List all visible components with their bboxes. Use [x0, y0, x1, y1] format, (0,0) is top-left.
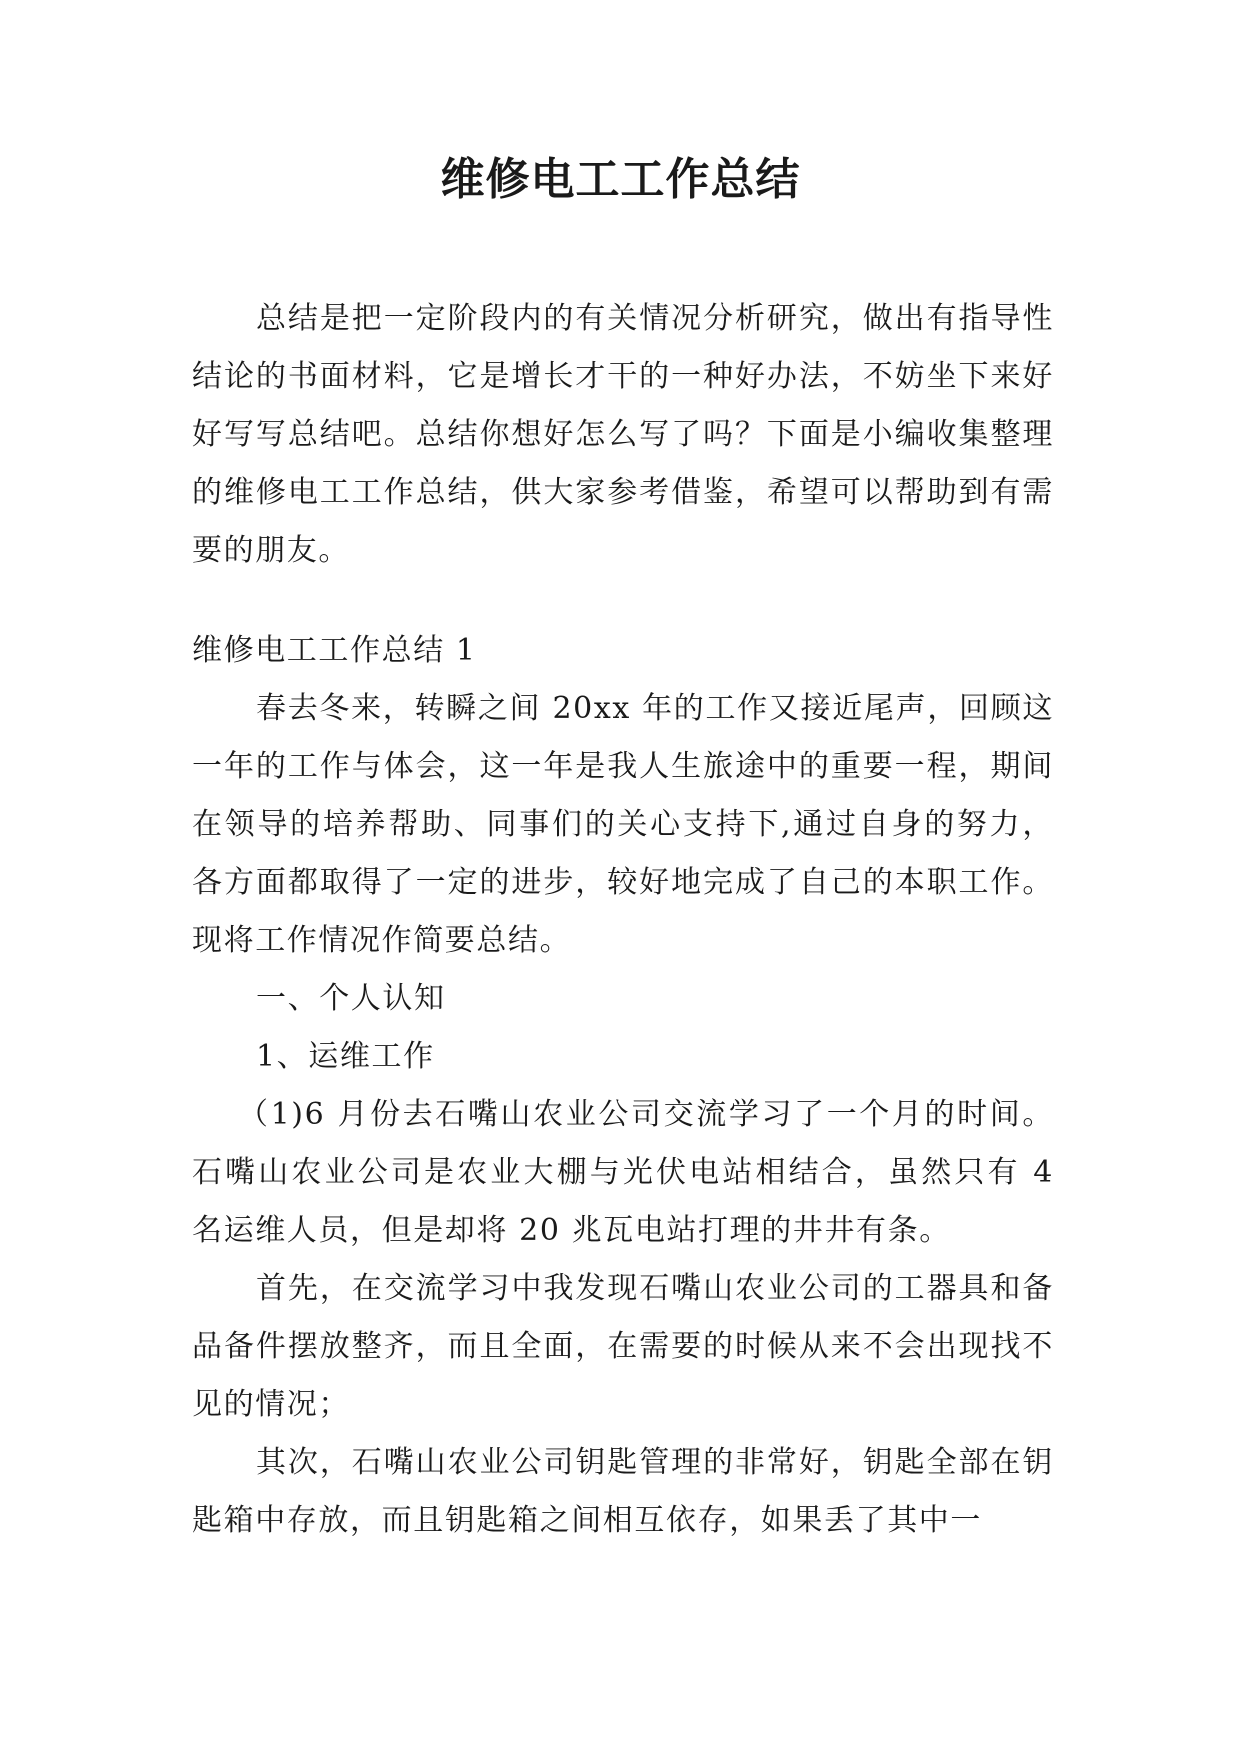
body-paragraph: （1)6 月份去石嘴山农业公司交流学习了一个月的时间。石嘴山农业公司是农业大棚与光伏电站相结合，虽然只有 4 名运维人员，但是却将 20 兆瓦电站打理的井井有条。: [192, 1097, 1054, 1248]
subheading-operation-work: 1、运维工作: [256, 1039, 435, 1074]
document-title: 维修电工工作总结: [440, 154, 801, 205]
body-paragraph: 春去冬来，转瞬之间 20xx 年的工作又接近尾声，回顾这一年的工作与体会，这一年是我人生旅途中的重要一程，期间在领导的培养帮助、同事们的关心支持下,通过自身的努力，各方面都取得了一定的进步，较好地完成了自己的本职工作。现将工作情况作简要总结。: [192, 691, 1054, 958]
intro-paragraph: 总结是把一定阶段内的有关情况分析研究，做出有指导性结论的书面材料，它是增长才干的一种好办法，不妨坐下来好好写写总结吧。总结你想好怎么写了吗？下面是小编收集整理的维修电工工作总结，供大家参考借鉴，希望可以帮助到有需要的朋友。: [192, 301, 1054, 568]
subheading-personal-cognition: 一、个人认知: [256, 981, 446, 1016]
body-paragraph: 其次，石嘴山农业公司钥匙管理的非常好，钥匙全部在钥匙箱中存放，而且钥匙箱之间相互依存，如果丢了其中一: [192, 1445, 1054, 1538]
document-body: [192, 290, 1054, 1550]
section-heading: 维修电工工作总结 1: [192, 633, 477, 668]
body-paragraph: 首先，在交流学习中我发现石嘴山农业公司的工器具和备品备件摆放整齐，而且全面，在需要的时候从来不会出现找不见的情况；: [192, 1271, 1054, 1422]
